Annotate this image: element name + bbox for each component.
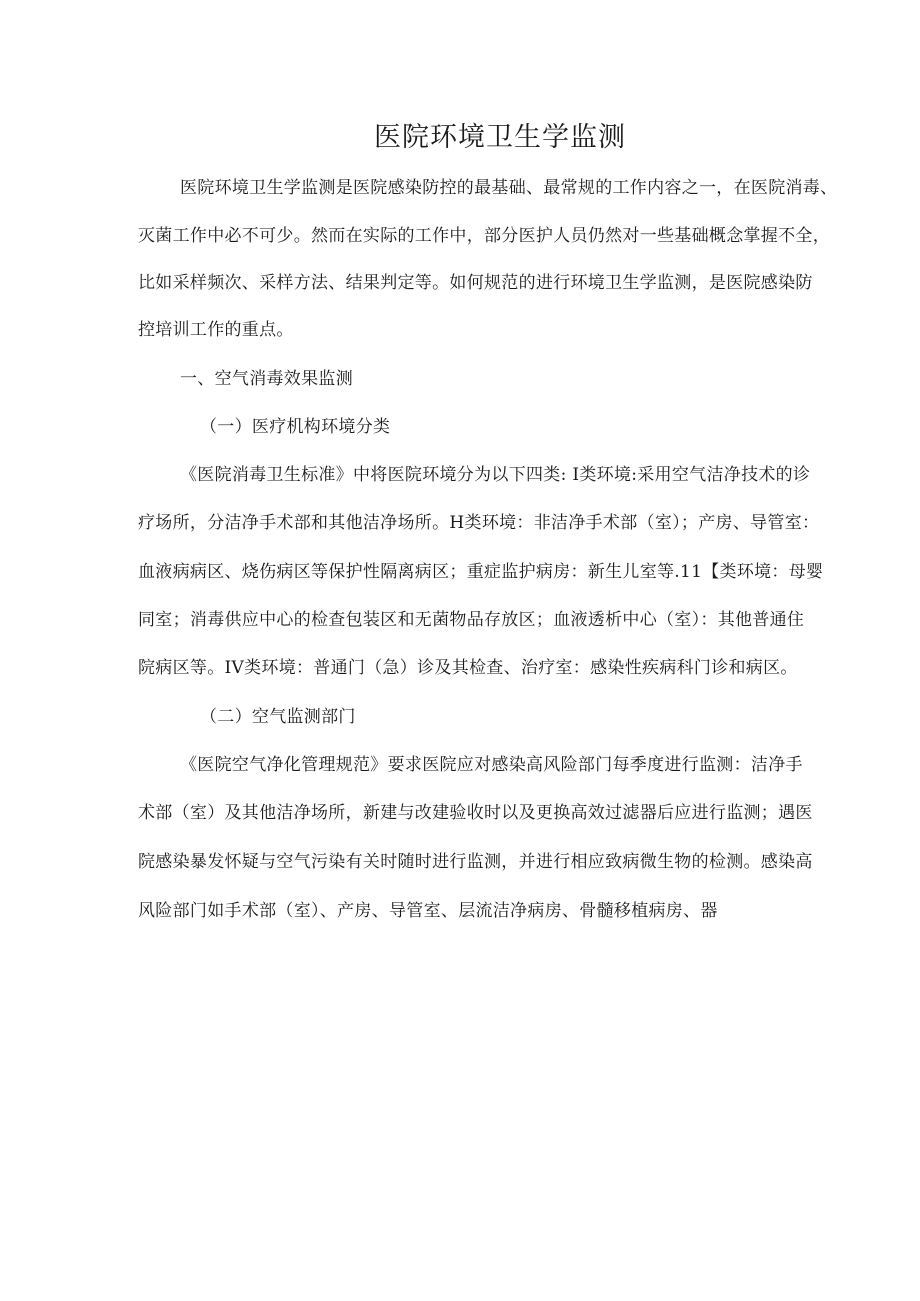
paragraph-line: 疗场所，分洁净手术部和其他洁净场所。H类环境：非洁净手术部（室）；产房、导管室： [138,513,820,533]
paragraph-line: 血液病病区、烧伤病区等保护性隔离病区；重症监护病房：新生儿室等.11【类环境：母婴 [138,562,824,582]
paragraph-line: 风险部门如手术部（室）、产房、导管室、层流洁净病房、骨髓移植病房、器 [138,901,718,921]
paragraph-line: 院病区等。IV类环境：普通门（急）诊及其检查、治疗室：感染性疾病科门诊和病区。 [138,658,798,678]
section-heading: 一、空气消毒效果监测 [180,369,353,389]
intro-line: 比如采样频次、采样方法、结果判定等。如何规范的进行环境卫生学监测，是医院感染防 [138,273,813,293]
paragraph-line: 同室；消毒供应中心的检查包装区和无菌物品存放区；血液透析中心（室）：其他普通住 [138,610,805,630]
intro-line: 医院环境卫生学监测是医院感染防控的最基础、最常规的工作内容之一，在医院消毒、 [180,178,838,198]
intro-line: 灭菌工作中必不可少。然而在实际的工作中，部分医护人员仍然对一些基础概念掌握不全， [138,226,830,246]
paragraph-line: 院感染暴发怀疑与空气污染有关时随时进行监测，并进行相应致病微生物的检测。感染高 [138,852,813,872]
paragraph-line: 《医院空气净化管理规范》要求医院应对感染高风险部门每季度进行监测：洁净手 [180,755,803,775]
paragraph-line: 《医院消毒卫生标准》中将医院环境分为以下四类: I类环境:采用空气洁净技术的诊 [180,465,811,485]
paragraph-line: 术部（室）及其他洁净场所，新建与改建验收时以及更换高效过滤器后应进行监测；遇医 [138,803,813,823]
subsection-heading: （一）医疗机构环境分类 [200,417,391,437]
subsection-heading: （二）空气监测部门 [200,707,356,727]
intro-line: 控培训工作的重点。 [138,320,294,340]
document-title: 医院环境卫生学监测 [374,122,626,153]
